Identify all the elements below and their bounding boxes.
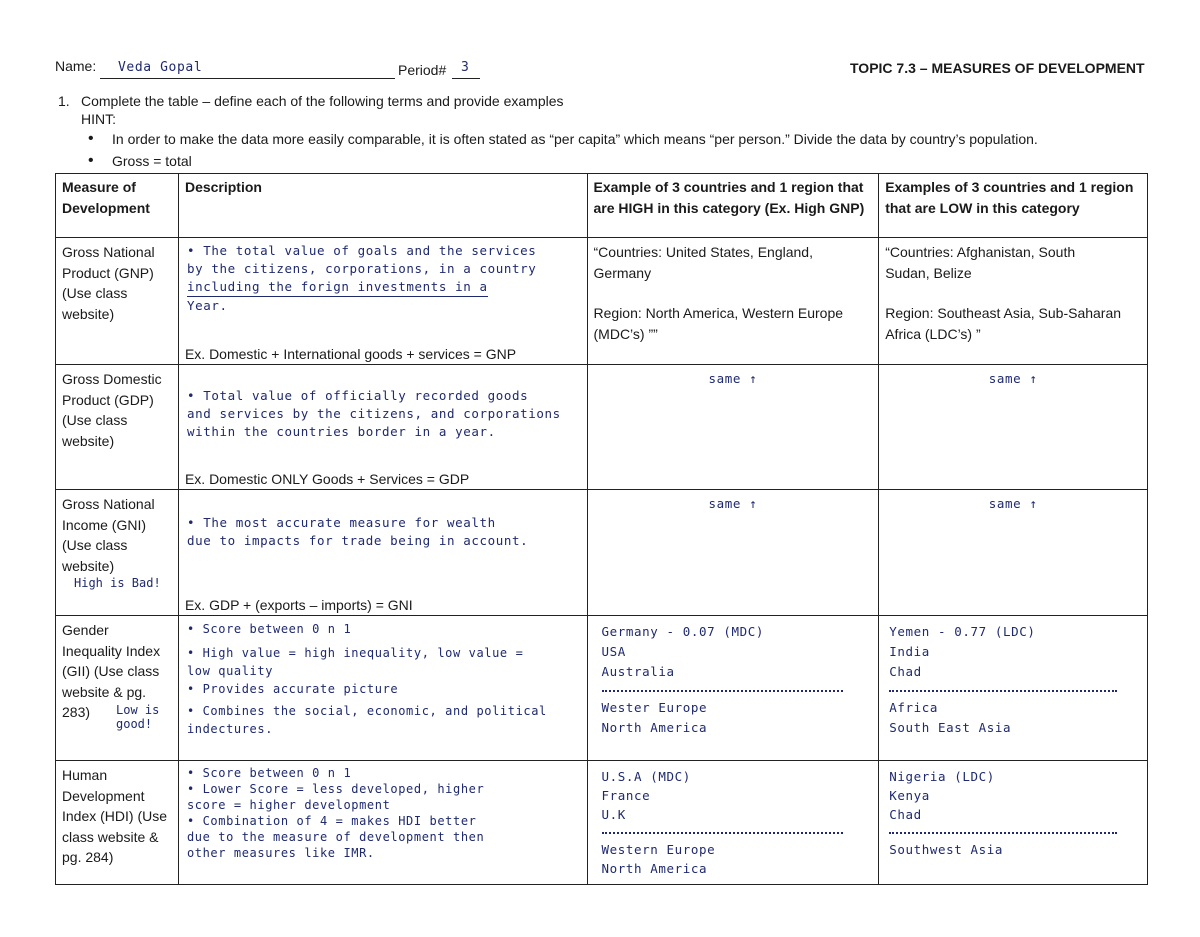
description-example: Ex. GDP + (exports – imports) = GNI [184,597,413,613]
high-examples-cell[interactable] [587,365,879,490]
measure-name: Gender Inequality Index (GII) (Use class website & pg. 283) [62,622,161,720]
period-label: Period# [398,62,447,78]
description-handwriting [179,238,587,319]
high-examples-cell[interactable] [587,238,879,365]
measure-note: Low is good! [116,702,160,731]
desc-line: • High value = high inequality, low value = [186,646,524,660]
divider-squiggle [602,684,844,692]
name-label: Name: [55,58,97,74]
low-examples [879,616,1147,744]
period-field[interactable] [452,62,480,79]
desc-line: within the countries border in a year. [186,424,496,439]
measure-note: High is Bad! [74,576,161,590]
description-cell[interactable] [178,238,587,365]
measure-cell [56,365,179,490]
measure-cell [56,238,179,365]
example-line: “Countries: Afghanistan, South [885,244,1076,260]
description-handwriting [179,490,587,550]
low-examples-cell[interactable] [879,238,1148,365]
desc-line: • Total value of officially recorded goods [186,388,529,403]
same-as-above-note: same ↑ [708,371,758,386]
desc-line: • Score between 0 n 1 [186,622,352,636]
hint-label: HINT: [81,111,116,127]
same-as-above-note: same ↑ [988,371,1038,386]
desc-line: • Combination of 4 = makes HDI better [186,814,477,828]
topic-title: TOPIC 7.3 – MEASURES OF DEVELOPMENT [850,60,1145,76]
example-line: France [601,788,651,803]
example-line: Africa [889,700,938,715]
question-text: Complete the table – define each of the following terms and provide examples [81,93,564,109]
name-value: Veda Gopal [118,60,203,75]
header-description: Description [178,174,587,238]
same-as-above-note: same ↑ [988,496,1038,511]
low-examples-cell[interactable] [879,616,1148,761]
desc-line: and services by the citizens, and corporations [186,406,561,421]
example-line: (MDC’s) ”” [593,325,658,342]
header-low-examples: Examples of 3 countries and 1 region that are LOW in this category [879,174,1148,238]
table-header-row [56,174,1148,238]
desc-line: Year. [186,298,228,313]
high-examples [588,616,879,744]
example-line: “Countries: United States, England, [593,244,813,260]
hint-list [88,128,1038,172]
desc-line: • Provides accurate picture [186,682,399,696]
example-line: Nigeria (LDC) [889,769,995,784]
description-cell[interactable] [178,365,587,490]
name-field[interactable] [100,60,395,79]
example-line: Chad [889,664,922,679]
description-handwriting [179,616,587,742]
measure-cell [56,490,179,616]
desc-line: due to the measure of development then [186,830,485,844]
high-examples-cell[interactable] [587,616,879,761]
desc-line: low quality [186,664,274,678]
high-examples-cell[interactable] [587,761,879,885]
desc-line: score = higher development [186,798,391,812]
hint-item: • Gross = total [88,150,1038,172]
description-example: Ex. Domestic + International goods + services = GNP [184,346,517,362]
header-high-examples: Example of 3 countries and 1 region that are HIGH in this category (Ex. High GNP) [587,174,879,238]
example-line: Western Europe [601,842,716,857]
description-cell[interactable] [178,761,587,885]
example-line: Africa (LDC’s) ” [885,325,981,342]
desc-line: • Lower Score = less developed, higher [186,782,485,796]
example-line: USA [601,644,626,659]
desc-line: • Combines the social, economic, and political [186,704,547,718]
description-handwriting [179,761,587,865]
desc-line: • The most accurate measure for wealth [186,515,496,530]
measure-name: Human Development Index (HDI) (Use class website & pg. 284) [62,767,168,865]
measure-cell [56,761,179,885]
example-line: Southwest Asia [889,842,1003,857]
divider-squiggle [889,684,1117,692]
high-examples [588,761,879,884]
desc-line: indectures. [186,722,274,736]
measure-name: Gross National Income (GNI) (Use class website) [62,496,155,574]
example-line: Kenya [889,788,930,803]
table-row [56,238,1148,365]
example-line: India [889,644,930,659]
header-measure: Measure of Development [56,174,179,238]
example-line: Germany [593,264,652,281]
desc-line: • The total value of goals and the services [186,243,537,258]
period-value: 3 [461,60,470,75]
example-line: North America [601,720,708,735]
example-line: Germany - 0.07 (MDC) [601,624,765,639]
description-handwriting [179,365,587,441]
example-line: U.S.A (MDC) [601,769,691,784]
example-line: Wester Europe [601,700,708,715]
question-number: 1. [58,93,70,109]
example-line: Yemen - 0.77 (LDC) [889,624,1036,639]
low-examples [879,761,1147,865]
low-examples-cell[interactable] [879,490,1148,616]
desc-line: other measures like IMR. [186,846,375,860]
low-examples-cell[interactable] [879,761,1148,885]
description-cell[interactable] [178,490,587,616]
description-cell[interactable] [178,616,587,761]
high-examples-cell[interactable] [587,490,879,616]
measure-cell [56,616,179,761]
desc-line: including the forign investments in a [187,278,488,297]
table-row [56,365,1148,490]
example-line: Chad [889,807,922,822]
table-row [56,616,1148,761]
example-line: U.K [601,807,626,822]
example-line: Region: Southeast Asia, Sub-Saharan [885,305,1122,321]
desc-line: by the citizens, corporations, in a country [186,261,537,276]
desc-line: • Score between 0 n 1 [186,766,352,780]
example-line: North America [601,861,708,876]
example-line: Sudan, Belize [885,264,972,281]
high-examples [588,238,879,348]
divider-squiggle [889,826,1117,834]
example-line: Region: North America, Western Europe [593,305,844,321]
table-row [56,490,1148,616]
divider-squiggle [602,826,844,834]
low-examples [879,238,1147,348]
desc-line: due to impacts for trade being in account. [186,533,529,548]
measure-name: Gross Domestic Product (GDP) (Use class website) [62,371,162,449]
same-as-above-note: same ↑ [708,496,758,511]
example-line: Australia [601,664,675,679]
low-examples-cell[interactable] [879,365,1148,490]
example-line: South East Asia [889,720,1012,735]
measures-table [55,173,1148,885]
hint-item: • In order to make the data more easily comparable, it is often stated as “per capita” which means “per person.” Divide the data by country’s population. [88,128,1038,150]
description-example: Ex. Domestic ONLY Goods + Services = GDP [184,471,470,487]
table-row [56,761,1148,885]
measure-name: Gross National Product (GNP) (Use class website) [62,244,155,322]
